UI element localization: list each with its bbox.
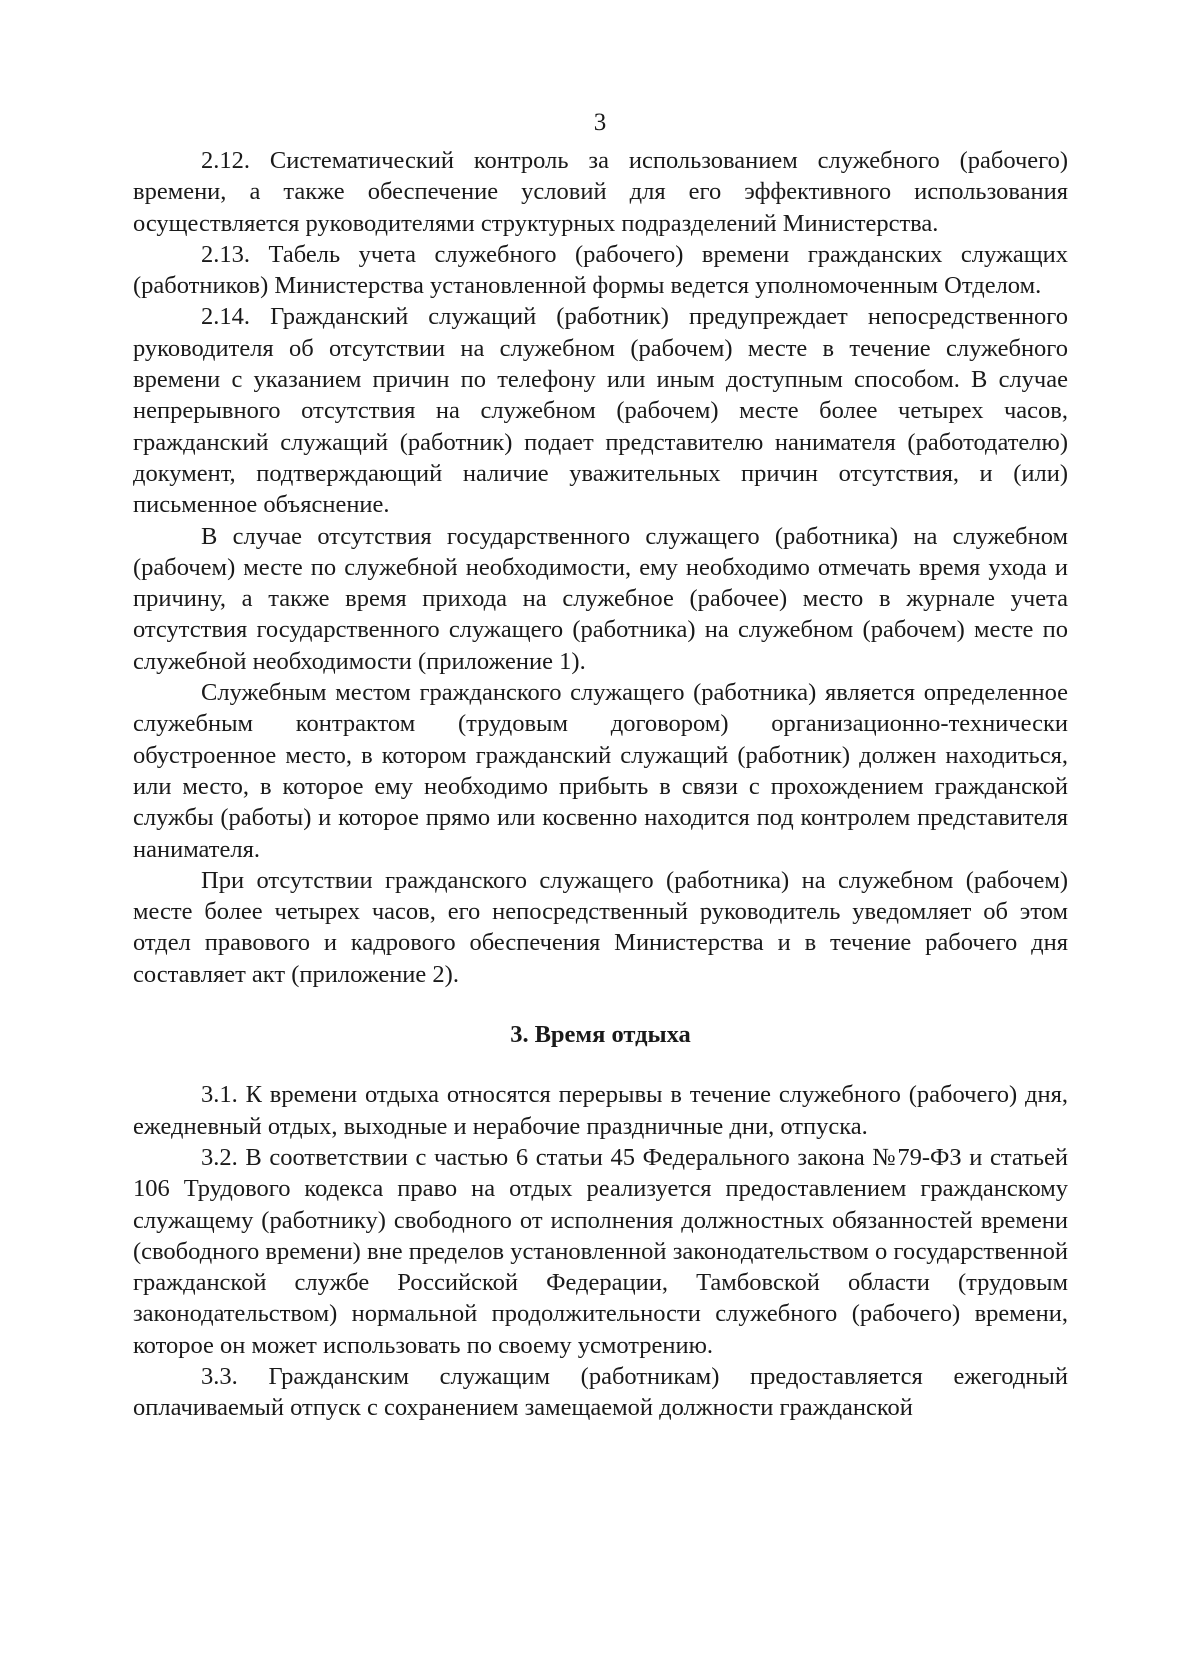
section-title: Время отдыха bbox=[534, 1021, 691, 1049]
paragraph-2-14: 2.14. Гражданский служащий (работник) предупреждает непосредственного руководителя об отсутствии на служебном (рабочем) месте в течение служебного времени с указанием причин по телефону или иным доступным способом. В случае непрерывного отсутствия на служебном (рабочем) месте более четырех часов, гражданский служащий (работник) подает представителю нанимателя (работодателю) документ, подтверждающий наличие уважительных причин отсутствия, и (или) письменное объяснение. bbox=[133, 303, 1068, 519]
paragraph-3-3: 3.3. Гражданским служащим (работникам) предоставляется ежегодный оплачиваемый отпуск с сохранением замещаемой должности гражданской bbox=[133, 1362, 1068, 1422]
paragraph-workplace-definition: Служебным местом гражданского служащего (работника) является определенное служебным контрактом (трудовым договором) организационно-технически обустроенное место, в котором гражданский служащий (работник) должен находиться, или место, в которое ему необходимо прибыть в связи с прохождением гражданской службы (работы) и которое прямо или косвенно находится под контролем представителя нанимателя. bbox=[133, 679, 1068, 863]
paragraph-2-12: 2.12. Систематический контроль за использованием служебного (рабочего) времени, а также обеспечение условий для его эффективного использования осуществляется руководителями структурных подразделений Министерства. bbox=[133, 147, 1068, 237]
section-heading bbox=[133, 1019, 1068, 1050]
paragraph-2-13: 2.13. Табель учета служебного (рабочего) времени гражданских служащих (работников) Министерства установленной формы ведется уполномоченным Отделом. bbox=[133, 240, 1068, 300]
section-number: 3. bbox=[510, 1021, 529, 1049]
paragraph-absence-duty: В случае отсутствия государственного служащего (работника) на служебном (рабочем) месте по служебной необходимости, ему необходимо отмечать время ухода и причину, а также время прихода на служебное (рабочее) место в журнале учета отсутствия государственного служащего (работника) на служебном (рабочем) месте по служебной необходимости (приложение 1). bbox=[133, 522, 1068, 675]
paragraph-3-2: 3.2. В соответствии с частью 6 статьи 45 Федерального закона №79-ФЗ и статьей 106 Трудового кодекса право на отдых реализуется предоставлением гражданскому служащему (работнику) свободного от исполнения должностных обязанностей времени (свободного времени) вне пределов установленной законодательством о государственной гражданской службе Российской Федерации, Тамбовской области (трудовым законодательством) нормальной продолжительности служебного (рабочего) времени, которое он может использовать по своему усмотрению. bbox=[133, 1143, 1068, 1359]
document-body bbox=[133, 145, 1068, 1424]
page-number: 3 bbox=[593, 109, 607, 136]
paragraph-absence-report: При отсутствии гражданского служащего (работника) на служебном (рабочем) месте более четырех часов, его непосредственный руководитель уведомляет об этом отдел правового и кадрового обеспечения Министерства и в течение рабочего дня составляет акт (приложение 2). bbox=[133, 866, 1068, 988]
paragraph-3-1: 3.1. К времени отдыха относятся перерывы в течение служебного (рабочего) дня, ежедневный отдых, выходные и нерабочие праздничные дни, отпуска. bbox=[133, 1081, 1068, 1140]
